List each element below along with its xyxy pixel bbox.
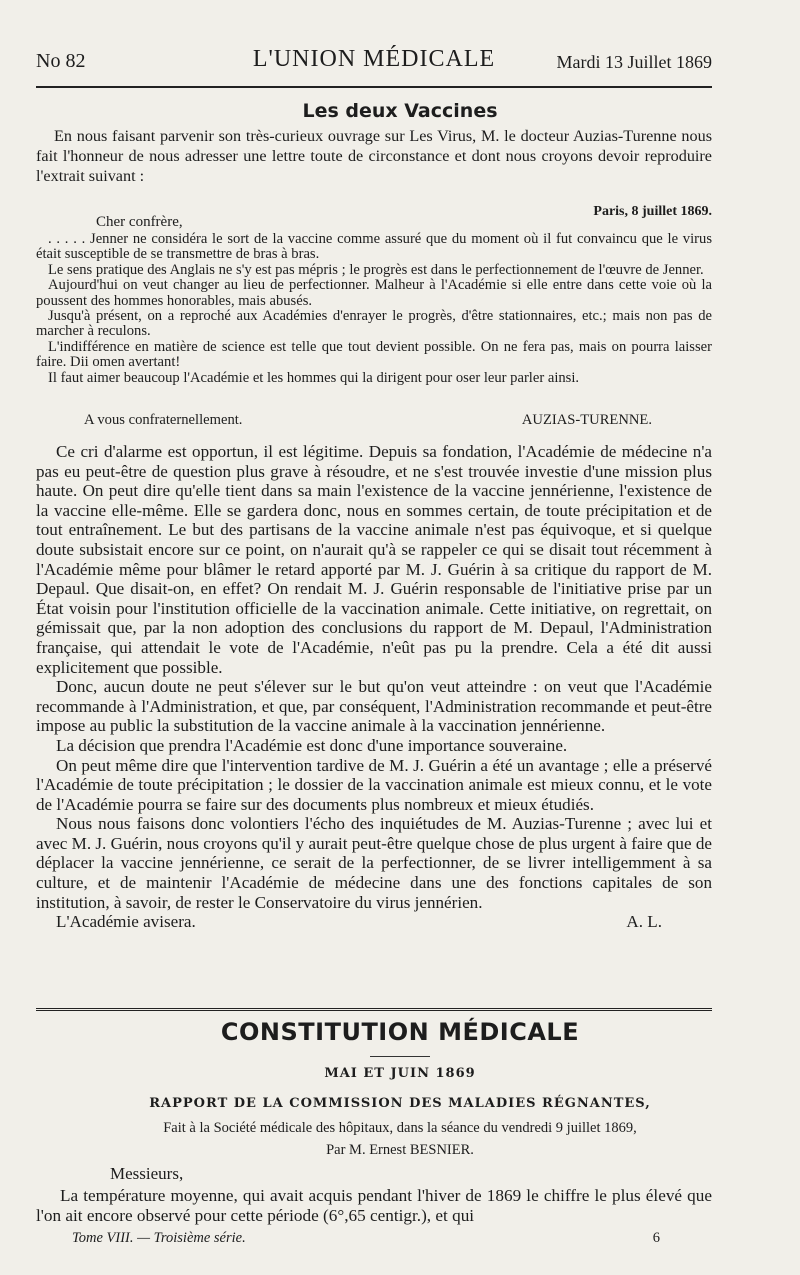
letter-signature: AUZIAS-TURENNE. [521, 412, 652, 428]
letter-paragraph: L'indifférence en matière de science est telle que tout devient possible. On ne fera pas, mais on pourra laisser faire. Dii omen avertant! [36, 338, 712, 371]
body-paragraph: Ce cri d'alarme est opportun, il est légitime. Depuis sa fondation, l'Académie de médecine n'a pas eu peut-être de question plus grave à résoudre, et ne s'est trouvée investie d'une mission plus haute. On peut dire qu'elle tient dans sa main l'existence de la vaccine jennérienne, l'existence de la vaccine elle-même. Elle se gardera donc, nous en sommes certain, de toute précipitation et de tout entraînement. Le but des partisans de la vaccine animale n'est pas équivoque, et si quelque doute subsistait encore sur ce point, on n'aurait qu'à se rappeler ce qui se disait tout récemment à l'Académie même pour blâmer le retard apporté par M. J. Guérin à sa critique du rapport de M. Depaul. Que disait-on, en effet? On rendait M. J. Guérin responsable de l'initiative prise par un État voisin pour l'institution officielle de la vaccination animale. Cette initiative, on regrettait, on gémissait que, par la non adoption des conclusions du rapport de M. Depaul, l'Administration française, qui attendait le vote de l'Académie, n'eût pas pu la prendre. Cela a été dit aussi explicitement que possible. [36, 442, 712, 677]
report-title: RAPPORT DE LA COMMISSION DES MALADIES RÉGNANTES, [149, 1096, 651, 1111]
author-initials: A. L. [626, 912, 662, 932]
article-body [36, 442, 712, 932]
letter-paragraph: Il faut aimer beaucoup l'Académie et les hommes qui la dirigent pour oser leur parler ainsi. [48, 369, 580, 386]
closing-line: L'Académie avisera. [56, 912, 196, 932]
journal-title: L'UNION MÉDICALE [252, 46, 496, 72]
section-divider [36, 1008, 712, 1015]
letter-paragraph: Jusqu'à présent, on a reproché aux Académies d'enrayer le progrès, d'être stationnaires, etc.; mais non pas de marcher à reculons. [36, 308, 712, 340]
report-text [36, 1186, 712, 1226]
letter-salutation: Cher confrère, [96, 214, 183, 230]
page-footer [72, 1230, 660, 1247]
letter-paragraph: . . . . . Jenner ne considéra le sort de la vaccine comme assuré que du moment où il fut convaincu que le virus était susceptible de se transmettre de bras à bras. [36, 231, 712, 263]
section-subtitle: MAI ET JUIN 1869 [324, 1066, 476, 1081]
letter-place-date: Paris, 8 juillet 1869. [593, 204, 712, 219]
page-number: 6 [652, 1230, 660, 1246]
header-rule [36, 86, 712, 88]
author-line: Par M. Ernest BESNIER. [326, 1142, 474, 1158]
body-paragraph: La décision que prendra l'Académie est donc d'une importance souveraine. [56, 735, 568, 755]
letter-paragraph: Aujourd'hui on veut changer au lieu de perfectionner. Malheur à l'Académie si elle entre dans cette voie où la poussent des hommes honorables, mais abusés. [36, 277, 712, 309]
footer-volume: Tome VIII. — Troisième série. [72, 1230, 246, 1246]
article-intro [36, 126, 712, 186]
body-paragraph: Donc, aucun doute ne peut s'élever sur le but qu'on veut atteindre : on veut que l'Académie recommande à l'Administration, et que, par conséquent, l'Administration recommande et peut-être impose au public la substitution de la vaccine animale à la vaccination jennérienne. [36, 677, 712, 736]
page-header [36, 46, 712, 82]
letter-paragraph: Le sens pratique des Anglais ne s'y est pas mépris ; le progrès est dans le perfectionnement de l'œuvre de Jenner. [48, 261, 704, 278]
letter-closing: A vous confraternellement. [84, 412, 243, 428]
issue-number: No 82 [36, 50, 86, 72]
intro-paragraph: En nous faisant parvenir son très-curieux ouvrage sur Les Virus, M. le docteur Auzias-Turenne nous fait l'honneur de nous adresser une lettre toute de circonstance et dont nous croyons devoir reproduire l'extrait suivant : [36, 127, 712, 185]
report-paragraph: La température moyenne, qui avait acquis pendant l'hiver de 1869 le chiffre le plus élevé que l'on ait encore observé pour cette période (6°,65 centigr.), et qui [36, 1186, 712, 1225]
article-title: Les deux Vaccines [302, 100, 498, 122]
title-rule [370, 1056, 430, 1057]
article-signoff [36, 912, 712, 932]
section-title: CONSTITUTION MÉDICALE [220, 1018, 580, 1046]
report-salutation: Messieurs, [110, 1164, 184, 1183]
issue-date: Mardi 13 Juillet 1869 [556, 52, 712, 72]
letter-body [36, 232, 712, 386]
body-paragraph: Nous nous faisons donc volontiers l'écho des inquiétudes de M. Auzias-Turenne ; avec lui et avec M. J. Guérin, nous croyons qu'il y aurait peut-être quelque chose de plus urgent à faire que de déplacer la vaccine jennérienne, ce serait de la perfectionner, de se livrer intelligemment à sa culture, et de maintenir l'Académie de médecine dans une des fonctions capitales de son institution, à savoir, de rester le Conservatoire du virus jennérien. [36, 814, 712, 912]
report-line: Fait à la Société médicale des hôpitaux, dans la séance du vendredi 9 juillet 1869, [163, 1120, 637, 1136]
body-paragraph: On peut même dire que l'intervention tardive de M. J. Guérin a été un avantage ; elle a préservé l'Académie de toute précipitation ; le dossier de la vaccination animale est mieux connu, et le vote de l'Académie pourra se faire sur des documents plus nombreux et mieux étudiés. [36, 755, 712, 814]
